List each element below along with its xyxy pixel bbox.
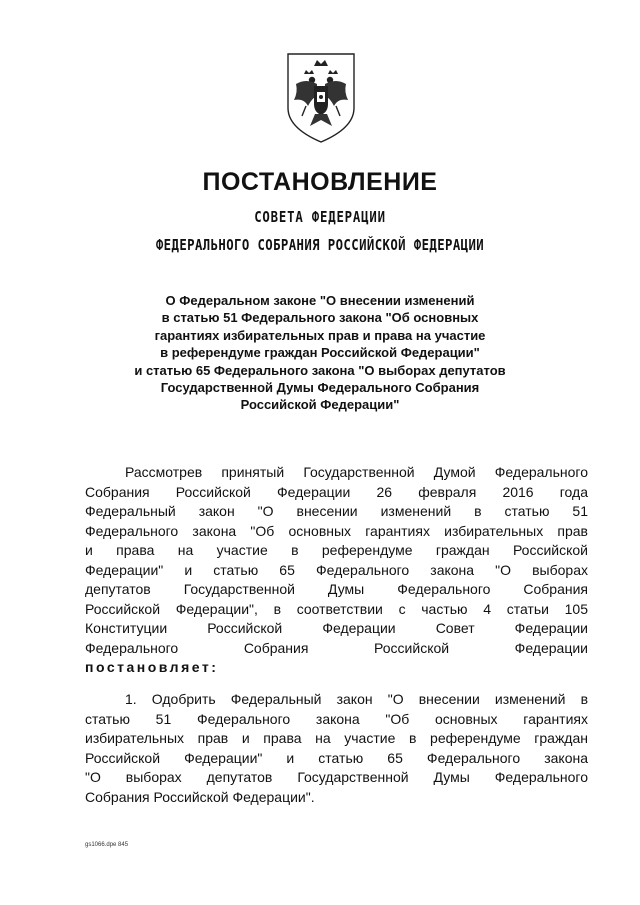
body-line: Собрания Российской Федерации". bbox=[85, 788, 315, 805]
document-subject bbox=[95, 292, 545, 414]
preamble-paragraph bbox=[85, 463, 588, 678]
body-line: депутатов Государственной Думы Федерального Собрания bbox=[85, 581, 588, 597]
body-line: Федерации" и статью 65 Федерального закона "О выборах bbox=[85, 561, 588, 578]
body-line: Федерального закона "Об основных гарантиях избирательных прав bbox=[85, 522, 588, 539]
body-line: Собрания Российской Федерации 26 февраля 2016 года bbox=[85, 483, 588, 500]
body-line: статью 51 Федерального закона "Об основных гарантиях bbox=[85, 710, 588, 727]
body-line: Рассмотрев принятый Государственной Думой Федерального bbox=[125, 464, 588, 480]
file-code: gs1066.dpe 845 bbox=[85, 842, 129, 848]
body-line: Федеральный закон "О внесении изменений в статью 51 bbox=[85, 503, 588, 519]
body-line: Федерального Собрания Российской Федерации bbox=[85, 639, 588, 656]
subject-line: Российской Федерации" bbox=[240, 397, 400, 413]
item-1-paragraph bbox=[85, 690, 588, 807]
body-line: Конституции Российской Федерации Совет Федерации bbox=[85, 620, 588, 636]
resolves-word: постановляет: bbox=[85, 659, 219, 675]
body-line: избирательных прав и права на участие в референдуме граждан bbox=[85, 730, 588, 746]
subject-line: О Федеральном законе "О внесении изменений bbox=[165, 293, 475, 308]
subject-line: и статью 65 Федерального закона "О выборах депутатов bbox=[134, 362, 506, 378]
issuer-line-1: СОВЕТА ФЕДЕРАЦИИ bbox=[254, 208, 386, 226]
subject-line: в референдуме граждан Российской Федерации" bbox=[160, 345, 480, 361]
subject-line: гарантиях избирательных прав и права на участие bbox=[154, 327, 486, 343]
subject-line: Государственной Думы Федерального Собрания bbox=[160, 380, 480, 396]
body-line: 1. Одобрить Федеральный закон "О внесении изменений в bbox=[125, 691, 588, 707]
body-line: Российской Федерации" и статью 65 Федерального закона bbox=[85, 749, 588, 766]
russian-coat-of-arms-icon bbox=[284, 50, 358, 144]
body-line: Российской Федерации", в соответствии с частью 4 статьи 105 bbox=[85, 600, 588, 617]
issuer-line-2: ФЕДЕРАЛЬНОГО СОБРАНИЯ РОССИЙСКОЙ ФЕДЕРАЦИИ bbox=[155, 236, 485, 254]
body-line: "О выборах депутатов Государственной Думы Федерального bbox=[85, 769, 588, 785]
document-type: ПОСТАНОВЛЕНИЕ bbox=[202, 168, 438, 196]
subject-line: в статью 51 Федерального закона "Об основных bbox=[161, 310, 479, 326]
body-line: и права на участие в референдуме граждан Российской bbox=[85, 542, 588, 558]
